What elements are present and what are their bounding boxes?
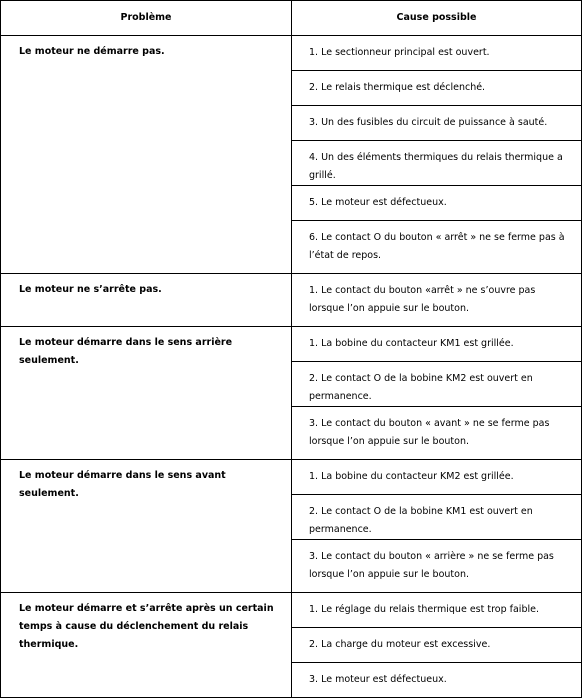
problem-cell: Le moteur démarre dans le sens arrière seulement. bbox=[1, 327, 292, 460]
problem-cell: Le moteur ne s’arrête pas. bbox=[1, 274, 292, 327]
cause-cell: 3. Le contact du bouton « avant » ne se ferme pas lorsque l’on appuie sur le bouton. bbox=[292, 407, 582, 460]
cause-cell: 1. Le contact du bouton «arrêt » ne s’ouvre pas lorsque l’on appuie sur le bouton. bbox=[292, 274, 582, 327]
table-row bbox=[1, 36, 582, 71]
cause-cell: 2. Le contact O de la bobine KM1 est ouvert en permanence. bbox=[292, 495, 582, 540]
header-problem: Problème bbox=[1, 1, 292, 36]
header-row bbox=[1, 1, 582, 36]
cause-cell: 6. Le contact O du bouton « arrêt » ne se ferme pas à l’état de repos. bbox=[292, 221, 582, 274]
cause-cell: 2. Le contact O de la bobine KM2 est ouvert en permanence. bbox=[292, 362, 582, 407]
cause-cell: 1. La bobine du contacteur KM1 est grillée. bbox=[292, 327, 582, 362]
cause-cell: 3. Le contact du bouton « arrière » ne se ferme pas lorsque l’on appuie sur le bouton. bbox=[292, 540, 582, 593]
problem-cell: Le moteur démarre dans le sens avant seulement. bbox=[1, 460, 292, 593]
cause-cell: 2. La charge du moteur est excessive. bbox=[292, 628, 582, 663]
header-cause: Cause possible bbox=[292, 1, 582, 36]
table-row bbox=[1, 460, 582, 495]
table-row bbox=[1, 593, 582, 628]
problem-cell: Le moteur ne démarre pas. bbox=[1, 36, 292, 274]
table-row bbox=[1, 327, 582, 362]
cause-cell: 4. Un des éléments thermiques du relais thermique a grillé. bbox=[292, 141, 582, 186]
table-row bbox=[1, 274, 582, 327]
cause-cell: 1. Le sectionneur principal est ouvert. bbox=[292, 36, 582, 71]
cause-cell: 3. Un des fusibles du circuit de puissance à sauté. bbox=[292, 106, 582, 141]
cause-cell: 3. Le moteur est défectueux. bbox=[292, 663, 582, 698]
cause-cell: 2. Le relais thermique est déclenché. bbox=[292, 71, 582, 106]
problem-cell: Le moteur démarre et s’arrête après un certain temps à cause du déclenchement du relais thermique. bbox=[1, 593, 292, 698]
cause-cell: 1. Le réglage du relais thermique est trop faible. bbox=[292, 593, 582, 628]
cause-cell: 1. La bobine du contacteur KM2 est grillée. bbox=[292, 460, 582, 495]
cause-cell: 5. Le moteur est défectueux. bbox=[292, 186, 582, 221]
